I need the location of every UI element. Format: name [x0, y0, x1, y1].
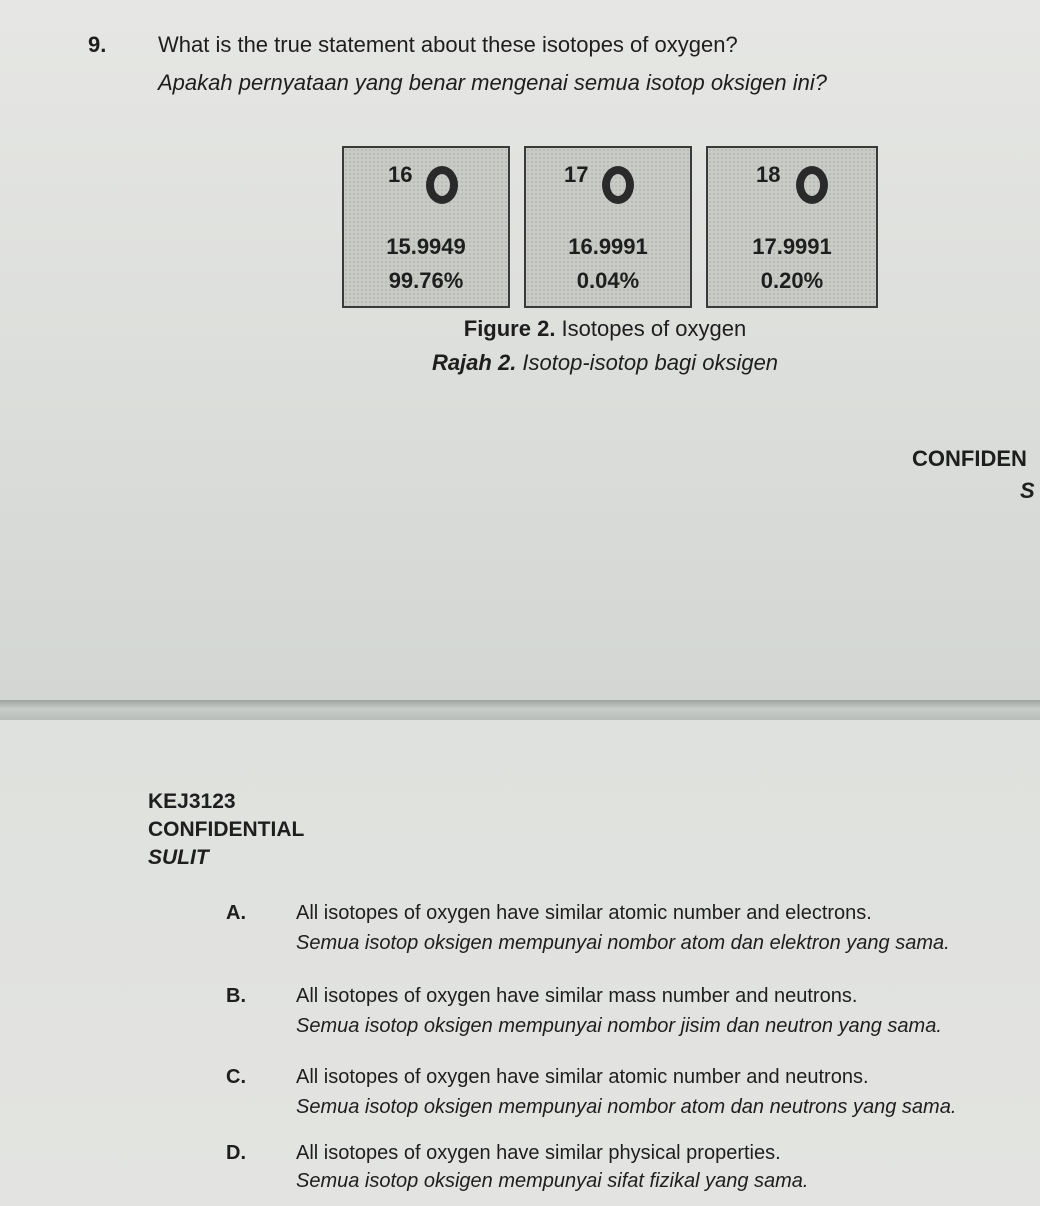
option-c-text-ms[interactable]: Semua isotop oksigen mempunyai nombor atom dan neutrons yang sama.	[296, 1096, 957, 1118]
option-b-letter[interactable]: B.	[226, 985, 246, 1007]
option-a-text-ms[interactable]: Semua isotop oksigen mempunyai nombor atom dan elektron yang sama.	[296, 932, 950, 954]
isotope-box-o17	[524, 146, 692, 308]
sulit-label: SULIT	[148, 846, 209, 869]
course-code: KEJ3123	[148, 790, 236, 813]
option-d-letter[interactable]: D.	[226, 1142, 246, 1164]
prev-page-confidential: CONFIDEN	[912, 446, 1027, 471]
mass-number: 18	[756, 162, 781, 187]
abundance: 99.76%	[388, 268, 464, 293]
option-a-text-en[interactable]: All isotopes of oxygen have similar atomic number and electrons.	[296, 902, 872, 924]
abundance: 0.20%	[760, 268, 824, 293]
question-text-ms: Apakah pernyataan yang benar mengenai semua isotop oksigen ini?	[158, 70, 828, 95]
figure-caption-en: Figure 2. Isotopes of oxygen	[463, 316, 747, 341]
atomic-mass: 15.9949	[386, 234, 466, 259]
option-c-letter[interactable]: C.	[226, 1066, 246, 1088]
option-d-text-en[interactable]: All isotopes of oxygen have similar physical properties.	[296, 1142, 781, 1164]
option-b-text-ms[interactable]: Semua isotop oksigen mempunyai nombor jisim dan neutron yang sama.	[296, 1015, 942, 1037]
option-a-letter[interactable]: A.	[226, 902, 246, 924]
abundance: 0.04%	[576, 268, 640, 293]
figure-caption-ms: Rajah 2. Isotop-isotop bagi oksigen	[431, 350, 779, 375]
oxygen-symbol-icon	[602, 166, 634, 204]
oxygen-symbol-icon	[426, 166, 458, 204]
option-d-text-ms[interactable]: Semua isotop oksigen mempunyai sifat fizikal yang sama.	[296, 1170, 809, 1192]
isotope-figure	[342, 146, 878, 308]
confidential-label: CONFIDENTIAL	[148, 818, 305, 841]
atomic-mass: 17.9991	[752, 234, 832, 259]
prev-page-sulit: S	[1020, 478, 1035, 503]
isotope-box-o16	[342, 146, 510, 308]
question-text-en: What is the true statement about these isotopes of oxygen?	[158, 32, 738, 57]
page-divider	[0, 700, 1040, 720]
mass-number: 16	[388, 162, 413, 187]
oxygen-symbol-icon	[796, 166, 828, 204]
question-number: 9.	[88, 32, 107, 57]
option-b-text-en[interactable]: All isotopes of oxygen have similar mass number and neutrons.	[296, 985, 858, 1007]
mass-number: 17	[564, 162, 589, 187]
option-c-text-en[interactable]: All isotopes of oxygen have similar atomic number and neutrons.	[296, 1066, 869, 1088]
atomic-mass: 16.9991	[568, 234, 648, 259]
isotope-box-o18	[706, 146, 878, 308]
